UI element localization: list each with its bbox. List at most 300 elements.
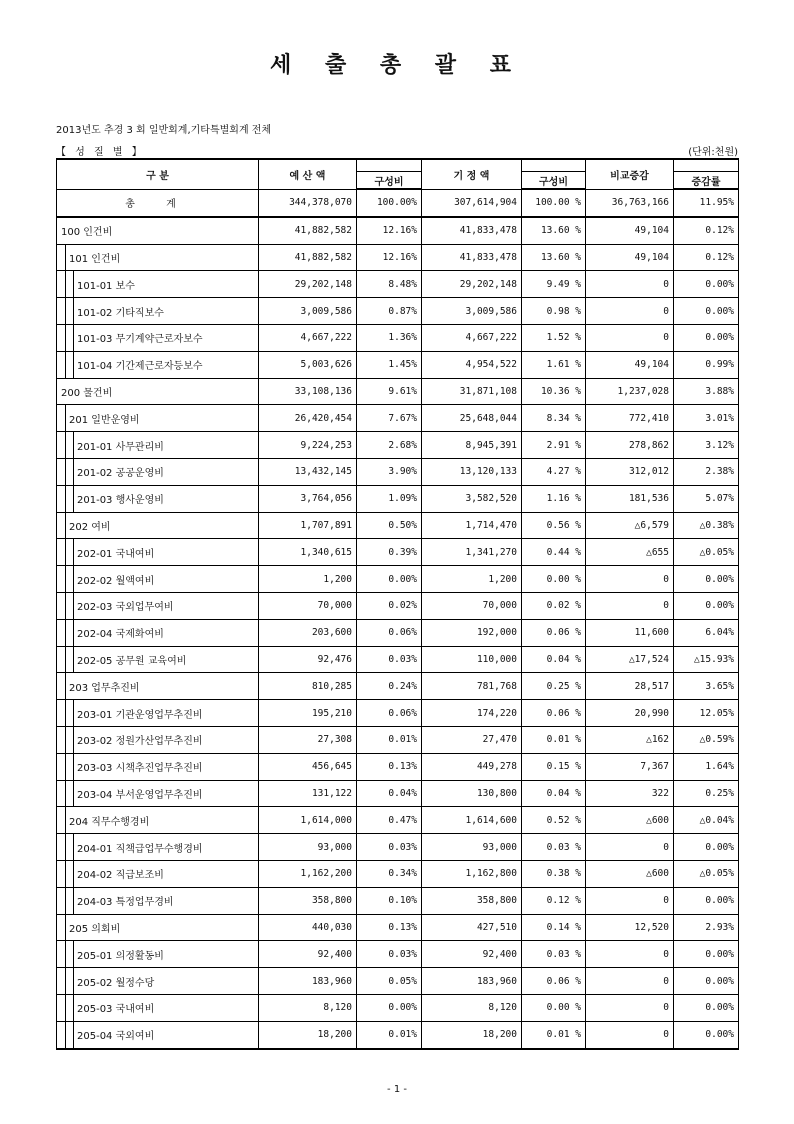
table-row <box>57 994 739 1021</box>
indent-guide <box>73 727 74 753</box>
cell-prior-ratio: 0.44 % <box>522 539 586 566</box>
cell-prior-ratio: 0.06 % <box>522 968 586 995</box>
table-row <box>57 726 739 753</box>
cell-budget-ratio: 0.06% <box>357 619 422 646</box>
cell-budget-ratio: 7.67% <box>357 405 422 432</box>
table-row <box>57 646 739 673</box>
cell-budget: 183,960 <box>259 968 357 995</box>
report-subtitle: 2013년도 추경 3 회 일반회계,기타특별회계 전체 <box>56 125 272 136</box>
cell-budget-ratio: 0.47% <box>357 807 422 834</box>
cell-prior: 1,341,270 <box>422 539 522 566</box>
cell-prior: 781,768 <box>422 673 522 700</box>
row-label <box>57 378 259 405</box>
indent-guide <box>65 941 66 967</box>
row-label-text: 101-01 보수 <box>77 280 135 292</box>
row-label <box>57 941 259 968</box>
cell-prior: 427,510 <box>422 914 522 941</box>
unit-label: (단위:천원) <box>688 147 738 158</box>
cell-rate: 0.00% <box>674 1021 739 1048</box>
row-label <box>57 753 259 780</box>
row-label <box>57 968 259 995</box>
cell-budget: 3,764,056 <box>259 485 357 512</box>
cell-rate: △0.04% <box>674 807 739 834</box>
indent-guide <box>73 352 74 378</box>
cell-budget: 358,800 <box>259 887 357 914</box>
cell-prior: 29,202,148 <box>422 271 522 298</box>
cell-diff: 0 <box>586 566 674 593</box>
cell-diff: 11,600 <box>586 619 674 646</box>
cell-budget: 9,224,253 <box>259 432 357 459</box>
cell-diff: 0 <box>586 834 674 861</box>
table-row <box>57 753 739 780</box>
cell-diff: 0 <box>586 941 674 968</box>
indent-guide <box>65 405 66 431</box>
cell-rate: 1.64% <box>674 753 739 780</box>
row-label-text: 205 의회비 <box>69 923 121 935</box>
page-number: - 1 - <box>387 1084 407 1095</box>
cell-prior-ratio: 0.14 % <box>522 914 586 941</box>
cell-rate: 12.05% <box>674 700 739 727</box>
section-label: 【 성 질 별 】 <box>56 147 145 158</box>
indent-guide <box>73 888 74 914</box>
cell-prior: 3,009,586 <box>422 298 522 325</box>
header-budget: 예 산 액 <box>259 159 357 189</box>
page-title: 세 출 총 괄 표 <box>270 53 524 78</box>
cell-prior-ratio: 0.06 % <box>522 619 586 646</box>
table-row <box>57 378 739 405</box>
indent-guide <box>65 915 66 941</box>
indent-guide <box>73 995 74 1021</box>
row-label <box>57 485 259 512</box>
cell-budget-ratio: 0.05% <box>357 968 422 995</box>
cell-rate: 0.00% <box>674 994 739 1021</box>
cell-budget-ratio: 0.87% <box>357 298 422 325</box>
row-label-text: 204 직무수행경비 <box>69 816 150 828</box>
total-diff: 36,763,166 <box>586 189 674 217</box>
cell-budget: 131,122 <box>259 780 357 807</box>
cell-prior: 358,800 <box>422 887 522 914</box>
cell-rate: △0.05% <box>674 860 739 887</box>
cell-diff: △162 <box>586 726 674 753</box>
cell-rate: 0.00% <box>674 592 739 619</box>
row-label <box>57 244 259 271</box>
cell-prior: 70,000 <box>422 592 522 619</box>
row-label <box>57 834 259 861</box>
cell-prior: 1,714,470 <box>422 512 522 539</box>
cell-budget: 93,000 <box>259 834 357 861</box>
total-row <box>57 189 739 217</box>
cell-prior-ratio: 0.56 % <box>522 512 586 539</box>
row-label <box>57 512 259 539</box>
indent-guide <box>73 432 74 458</box>
cell-diff: 0 <box>586 592 674 619</box>
cell-diff: 0 <box>586 298 674 325</box>
indent-guide <box>65 834 66 860</box>
cell-prior-ratio: 0.00 % <box>522 566 586 593</box>
cell-diff: 0 <box>586 994 674 1021</box>
table-row <box>57 458 739 485</box>
header-diff-rate: 증감률 <box>674 172 739 190</box>
row-label <box>57 807 259 834</box>
cell-budget-ratio: 2.68% <box>357 432 422 459</box>
cell-prior-ratio: 9.49 % <box>522 271 586 298</box>
table-header <box>57 159 739 189</box>
cell-diff: 322 <box>586 780 674 807</box>
cell-prior-ratio: 0.06 % <box>522 700 586 727</box>
indent-guide <box>73 941 74 967</box>
cell-budget-ratio: 1.09% <box>357 485 422 512</box>
indent-guide <box>73 539 74 565</box>
cell-diff: △17,524 <box>586 646 674 673</box>
indent-guide <box>65 325 66 351</box>
cell-rate: 6.04% <box>674 619 739 646</box>
table-row <box>57 914 739 941</box>
cell-diff: 312,012 <box>586 458 674 485</box>
indent-guide <box>73 486 74 512</box>
cell-prior: 8,945,391 <box>422 432 522 459</box>
indent-guide <box>65 968 66 994</box>
cell-budget-ratio: 0.01% <box>357 1021 422 1048</box>
table-row <box>57 298 739 325</box>
cell-budget: 1,200 <box>259 566 357 593</box>
cell-rate: 0.00% <box>674 941 739 968</box>
cell-budget-ratio: 9.61% <box>357 378 422 405</box>
indent-guide <box>65 566 66 592</box>
cell-budget-ratio: 0.34% <box>357 860 422 887</box>
cell-diff: 0 <box>586 887 674 914</box>
cell-diff: 0 <box>586 324 674 351</box>
cell-diff: 278,862 <box>586 432 674 459</box>
indent-guide <box>73 593 74 619</box>
cell-prior-ratio: 0.52 % <box>522 807 586 834</box>
indent-guide <box>73 298 74 324</box>
cell-prior-ratio: 0.04 % <box>522 646 586 673</box>
table-row <box>57 941 739 968</box>
cell-rate: 3.88% <box>674 378 739 405</box>
header-prior: 기 정 액 <box>422 159 522 189</box>
cell-prior-ratio: 0.01 % <box>522 1021 586 1048</box>
cell-budget: 70,000 <box>259 592 357 619</box>
cell-budget-ratio: 0.03% <box>357 941 422 968</box>
cell-budget-ratio: 0.02% <box>357 592 422 619</box>
table-row <box>57 887 739 914</box>
cell-budget: 92,400 <box>259 941 357 968</box>
cell-budget: 26,420,454 <box>259 405 357 432</box>
indent-guide <box>73 834 74 860</box>
cell-rate: 0.99% <box>674 351 739 378</box>
indent-guide <box>73 700 74 726</box>
table-row <box>57 834 739 861</box>
indent-guide <box>73 325 74 351</box>
row-label <box>57 726 259 753</box>
cell-prior: 93,000 <box>422 834 522 861</box>
cell-diff: 12,520 <box>586 914 674 941</box>
table-row <box>57 539 739 566</box>
cell-budget: 1,707,891 <box>259 512 357 539</box>
table-body <box>57 189 739 1049</box>
cell-rate: 0.00% <box>674 834 739 861</box>
indent-guide <box>73 647 74 673</box>
cell-budget-ratio: 0.10% <box>357 887 422 914</box>
indent-guide <box>65 539 66 565</box>
cell-budget: 18,200 <box>259 1021 357 1048</box>
indent-guide <box>65 271 66 297</box>
header-category: 구 분 <box>57 159 259 189</box>
cell-diff: △600 <box>586 860 674 887</box>
row-label <box>57 700 259 727</box>
cell-diff: 7,367 <box>586 753 674 780</box>
row-label <box>57 780 259 807</box>
cell-rate: 0.12% <box>674 217 739 244</box>
row-label <box>57 994 259 1021</box>
total-budget-ratio: 100.00% <box>357 189 422 217</box>
row-label-text: 205-04 국외여비 <box>77 1031 155 1043</box>
table-row <box>57 566 739 593</box>
row-label-text: 205-03 국내여비 <box>77 1004 155 1016</box>
row-label <box>57 619 259 646</box>
cell-prior: 1,200 <box>422 566 522 593</box>
row-label-text: 204-03 특정업무경비 <box>77 897 174 909</box>
cell-rate: 0.00% <box>674 566 739 593</box>
cell-budget: 810,285 <box>259 673 357 700</box>
indent-guide <box>65 245 66 271</box>
total-rate: 11.95% <box>674 189 739 217</box>
cell-prior-ratio: 0.03 % <box>522 834 586 861</box>
row-label <box>57 539 259 566</box>
cell-prior-ratio: 0.02 % <box>522 592 586 619</box>
indent-guide <box>65 593 66 619</box>
table-row <box>57 700 739 727</box>
cell-diff: 181,536 <box>586 485 674 512</box>
table-row <box>57 592 739 619</box>
cell-prior: 13,120,133 <box>422 458 522 485</box>
row-label-text: 101-04 기간제근로자등보수 <box>77 361 203 373</box>
cell-prior: 41,833,478 <box>422 244 522 271</box>
cell-prior: 174,220 <box>422 700 522 727</box>
total-label: 총 계 <box>57 189 259 217</box>
cell-budget-ratio: 0.06% <box>357 700 422 727</box>
cell-prior-ratio: 13.60 % <box>522 217 586 244</box>
cell-rate: △0.05% <box>674 539 739 566</box>
indent-guide <box>65 861 66 887</box>
table-row <box>57 673 739 700</box>
cell-budget-ratio: 0.03% <box>357 646 422 673</box>
indent-guide <box>65 673 66 699</box>
row-label-text: 203-03 시책추진업무추진비 <box>77 763 203 775</box>
row-label <box>57 432 259 459</box>
cell-rate: 3.65% <box>674 673 739 700</box>
cell-budget-ratio: 8.48% <box>357 271 422 298</box>
table-row <box>57 485 739 512</box>
indent-guide <box>73 271 74 297</box>
cell-diff: 20,990 <box>586 700 674 727</box>
cell-diff: 49,104 <box>586 244 674 271</box>
table-row <box>57 807 739 834</box>
cell-prior-ratio: 13.60 % <box>522 244 586 271</box>
row-label-text: 202-04 국제화여비 <box>77 629 164 641</box>
table-row <box>57 512 739 539</box>
cell-prior-ratio: 0.00 % <box>522 994 586 1021</box>
cell-budget: 1,614,000 <box>259 807 357 834</box>
cell-rate: △0.38% <box>674 512 739 539</box>
row-label <box>57 1021 259 1048</box>
cell-rate: △0.59% <box>674 726 739 753</box>
cell-rate: 0.00% <box>674 324 739 351</box>
cell-budget: 195,210 <box>259 700 357 727</box>
indent-guide <box>65 888 66 914</box>
cell-diff: 0 <box>586 968 674 995</box>
cell-budget: 456,645 <box>259 753 357 780</box>
row-label <box>57 592 259 619</box>
indent-guide <box>65 513 66 539</box>
cell-prior-ratio: 0.03 % <box>522 941 586 968</box>
indent-guide <box>65 647 66 673</box>
cell-budget-ratio: 12.16% <box>357 217 422 244</box>
cell-prior-ratio: 0.98 % <box>522 298 586 325</box>
cell-budget-ratio: 3.90% <box>357 458 422 485</box>
cell-prior-ratio: 4.27 % <box>522 458 586 485</box>
row-label <box>57 458 259 485</box>
row-label-text: 202-05 공무원 교육여비 <box>77 655 187 667</box>
cell-prior-ratio: 8.34 % <box>522 405 586 432</box>
row-label <box>57 914 259 941</box>
cell-prior: 25,648,044 <box>422 405 522 432</box>
cell-diff: △655 <box>586 539 674 566</box>
cell-prior: 130,800 <box>422 780 522 807</box>
indent-guide <box>65 486 66 512</box>
indent-guide <box>65 754 66 780</box>
row-label-text: 200 물건비 <box>61 387 113 399</box>
cell-budget: 3,009,586 <box>259 298 357 325</box>
row-label <box>57 351 259 378</box>
indent-guide <box>73 1022 74 1048</box>
table-row <box>57 968 739 995</box>
cell-prior-ratio: 0.25 % <box>522 673 586 700</box>
cell-diff: 0 <box>586 1021 674 1048</box>
indent-guide <box>65 298 66 324</box>
cell-budget-ratio: 0.13% <box>357 753 422 780</box>
cell-prior-ratio: 10.36 % <box>522 378 586 405</box>
cell-prior: 27,470 <box>422 726 522 753</box>
cell-diff: 49,104 <box>586 217 674 244</box>
cell-prior: 18,200 <box>422 1021 522 1048</box>
cell-budget: 8,120 <box>259 994 357 1021</box>
row-label-text: 205-01 의정활동비 <box>77 950 164 962</box>
total-prior: 307,614,904 <box>422 189 522 217</box>
cell-budget: 27,308 <box>259 726 357 753</box>
table-row <box>57 244 739 271</box>
cell-budget-ratio: 0.13% <box>357 914 422 941</box>
table-row <box>57 619 739 646</box>
row-label-text: 202-01 국내여비 <box>77 548 155 560</box>
indent-guide <box>65 781 66 807</box>
cell-diff: △600 <box>586 807 674 834</box>
table-row <box>57 405 739 432</box>
cell-prior-ratio: 0.12 % <box>522 887 586 914</box>
indent-guide <box>73 566 74 592</box>
row-label-text: 203-02 정원가산업무추진비 <box>77 736 203 748</box>
row-label <box>57 324 259 351</box>
cell-diff: 28,517 <box>586 673 674 700</box>
row-label-text: 202-02 월액여비 <box>77 575 155 587</box>
cell-rate: 0.00% <box>674 298 739 325</box>
row-label-text: 202-03 국외업무여비 <box>77 602 174 614</box>
cell-diff: △6,579 <box>586 512 674 539</box>
cell-budget-ratio: 0.04% <box>357 780 422 807</box>
indent-guide <box>65 1022 66 1048</box>
cell-budget: 440,030 <box>259 914 357 941</box>
row-label <box>57 217 259 244</box>
indent-guide <box>73 861 74 887</box>
cell-prior: 1,614,600 <box>422 807 522 834</box>
row-label-text: 203 업무추진비 <box>69 682 140 694</box>
cell-budget-ratio: 1.36% <box>357 324 422 351</box>
row-label-text: 201-02 공공운영비 <box>77 468 164 480</box>
table-row <box>57 271 739 298</box>
cell-budget: 33,108,136 <box>259 378 357 405</box>
cell-prior-ratio: 0.15 % <box>522 753 586 780</box>
header-diff: 비교증감 <box>586 159 674 189</box>
indent-guide <box>65 727 66 753</box>
row-label <box>57 271 259 298</box>
cell-rate: △15.93% <box>674 646 739 673</box>
header-budget-ratio: 구성비 <box>357 172 422 190</box>
row-label <box>57 673 259 700</box>
cell-prior-ratio: 1.61 % <box>522 351 586 378</box>
cell-prior-ratio: 1.16 % <box>522 485 586 512</box>
cell-budget-ratio: 0.01% <box>357 726 422 753</box>
cell-rate: 2.38% <box>674 458 739 485</box>
cell-budget-ratio: 0.03% <box>357 834 422 861</box>
cell-budget-ratio: 0.39% <box>357 539 422 566</box>
row-label-text: 204-01 직책급업무수행경비 <box>77 843 203 855</box>
table-row <box>57 217 739 244</box>
row-label-text: 201-01 사무관리비 <box>77 441 164 453</box>
cell-budget: 1,340,615 <box>259 539 357 566</box>
row-label <box>57 887 259 914</box>
cell-prior-ratio: 1.52 % <box>522 324 586 351</box>
indent-guide <box>73 620 74 646</box>
row-label <box>57 646 259 673</box>
cell-budget: 41,882,582 <box>259 217 357 244</box>
row-label-text: 201-03 행사운영비 <box>77 495 164 507</box>
row-label-text: 203-04 부서운영업무추진비 <box>77 789 203 801</box>
row-label-text: 202 여비 <box>69 521 111 533</box>
table-row <box>57 324 739 351</box>
cell-budget-ratio: 1.45% <box>357 351 422 378</box>
cell-budget-ratio: 0.00% <box>357 566 422 593</box>
cell-prior: 41,833,478 <box>422 217 522 244</box>
cell-prior-ratio: 0.38 % <box>522 860 586 887</box>
indent-guide <box>73 754 74 780</box>
cell-rate: 0.00% <box>674 968 739 995</box>
indent-guide <box>65 432 66 458</box>
cell-rate: 5.07% <box>674 485 739 512</box>
cell-prior: 192,000 <box>422 619 522 646</box>
cell-rate: 3.01% <box>674 405 739 432</box>
total-budget: 344,378,070 <box>259 189 357 217</box>
cell-budget: 29,202,148 <box>259 271 357 298</box>
indent-guide <box>73 459 74 485</box>
row-label <box>57 860 259 887</box>
row-label-text: 204-02 직급보조비 <box>77 870 164 882</box>
cell-diff: 772,410 <box>586 405 674 432</box>
cell-prior-ratio: 2.91 % <box>522 432 586 459</box>
table-row <box>57 780 739 807</box>
cell-budget: 5,003,626 <box>259 351 357 378</box>
cell-prior: 3,582,520 <box>422 485 522 512</box>
indent-guide <box>65 352 66 378</box>
